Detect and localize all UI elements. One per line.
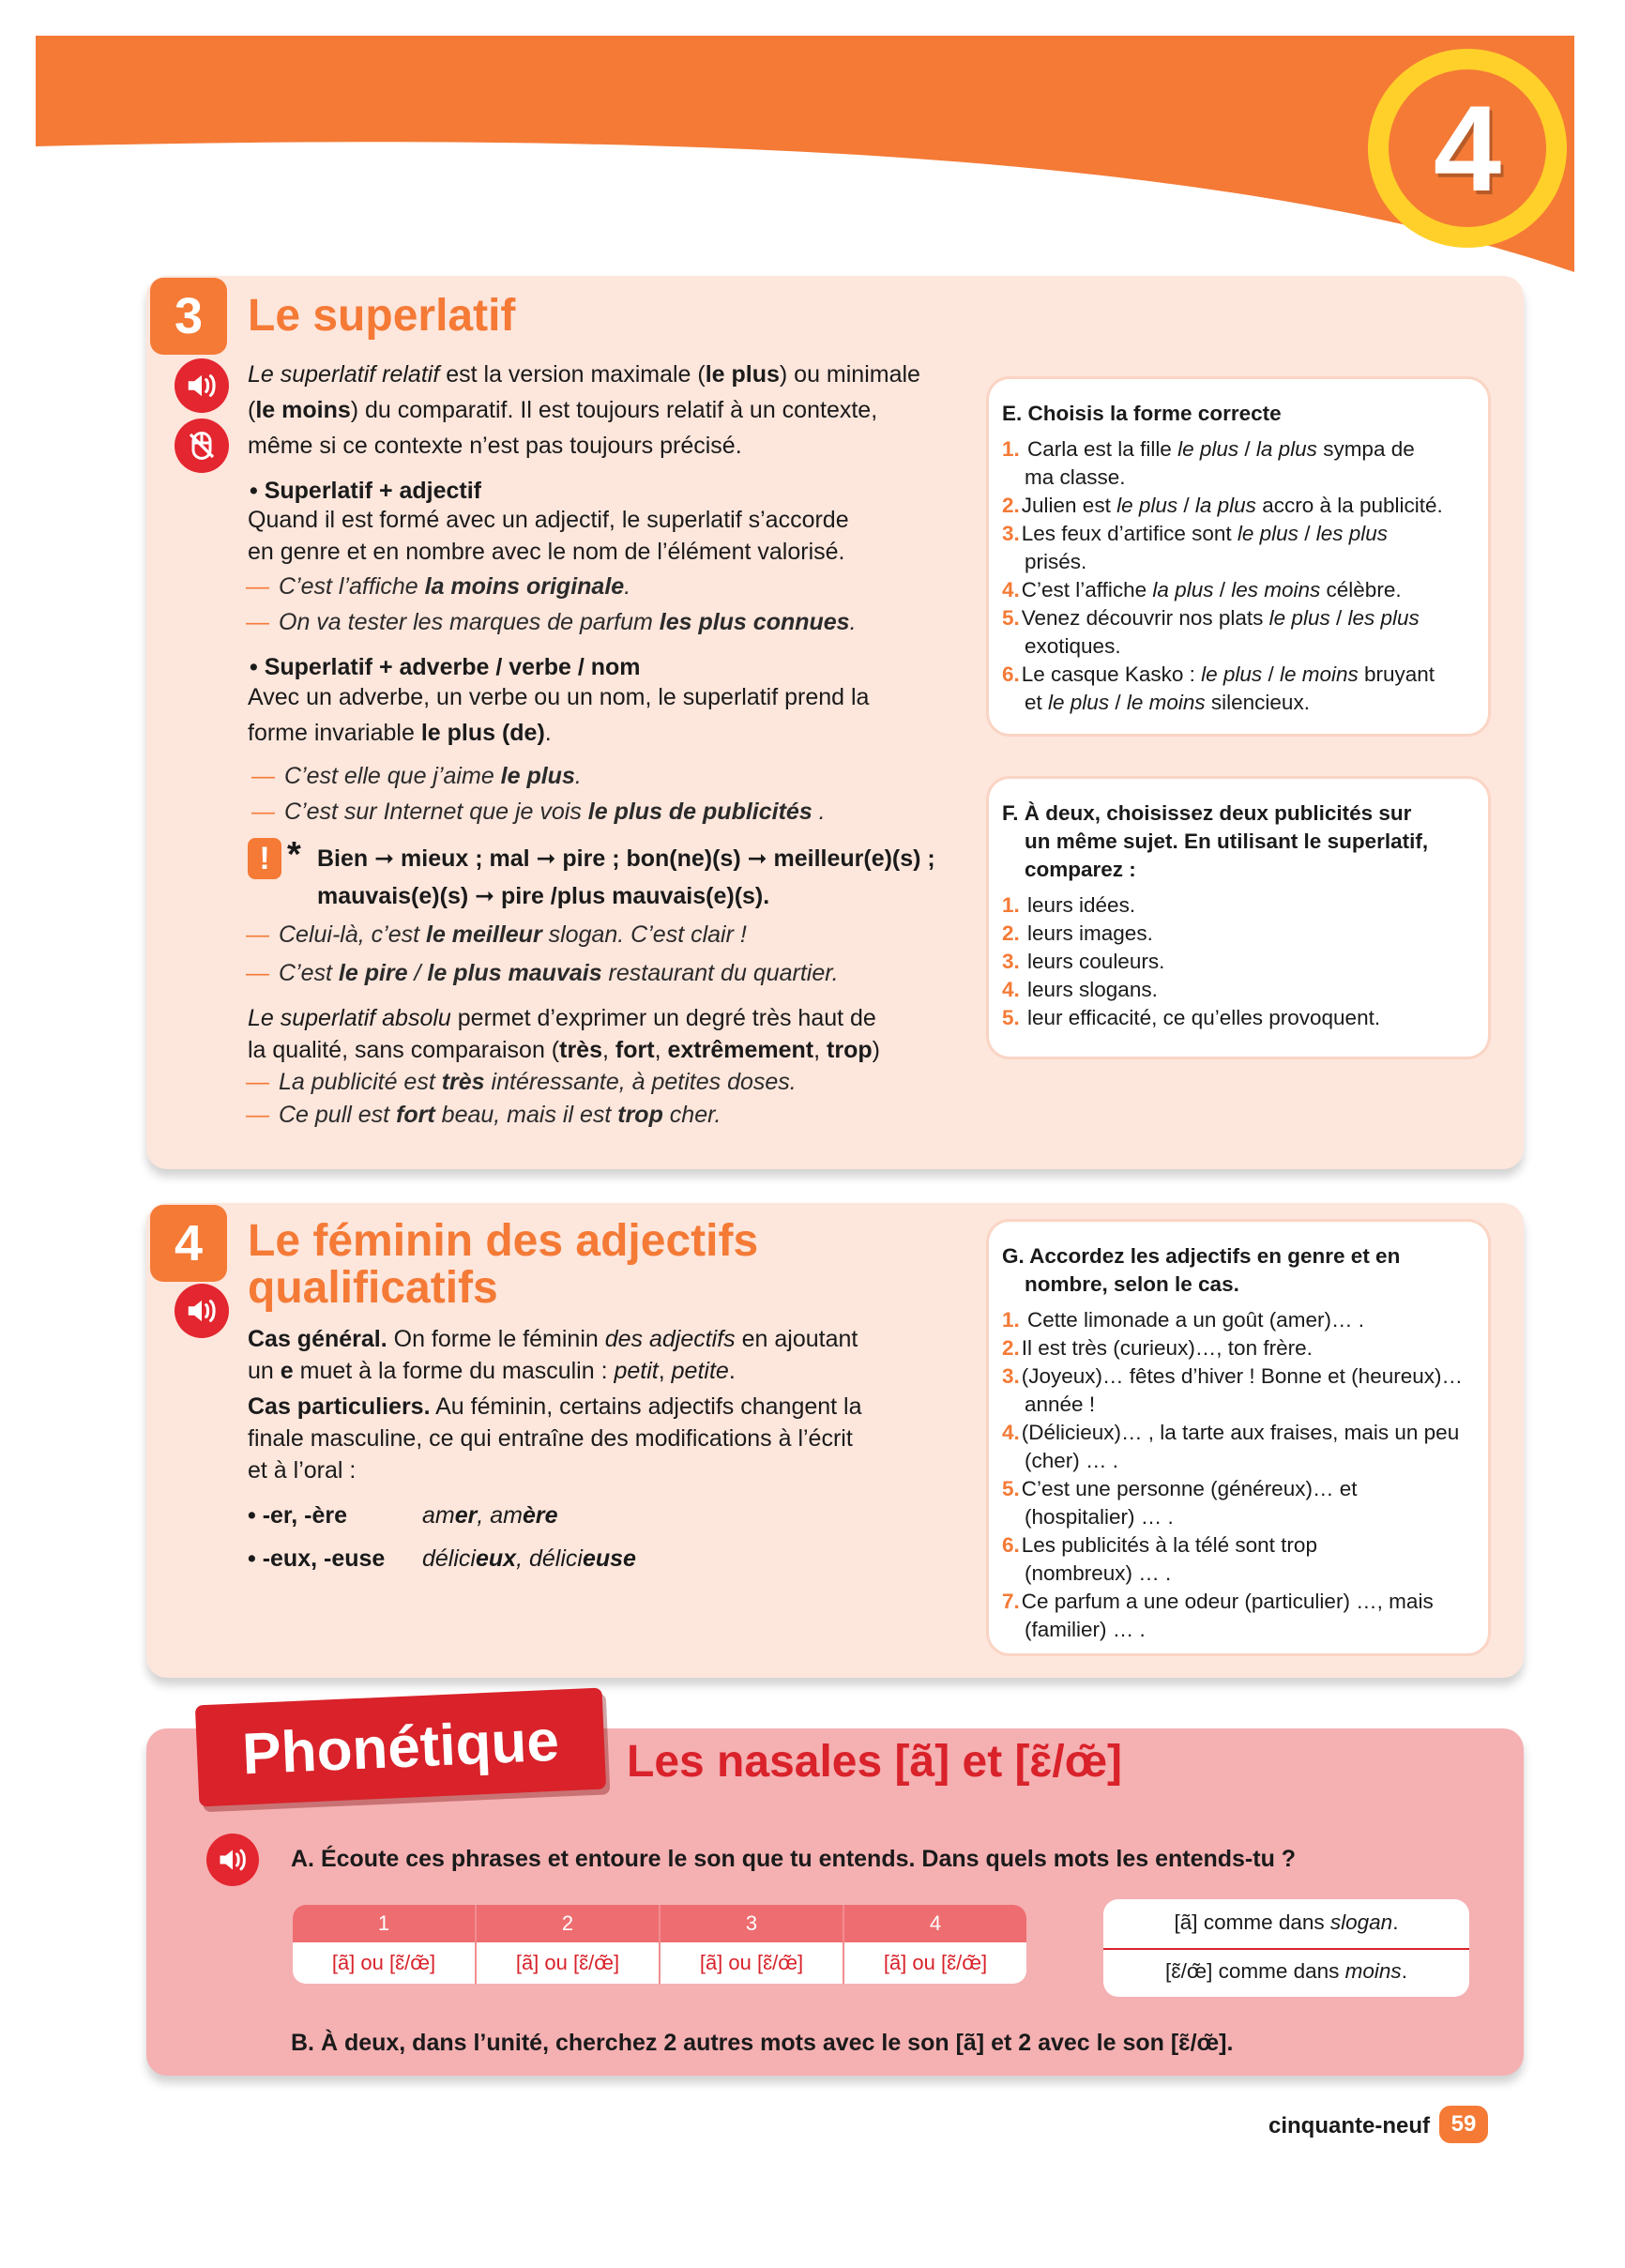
text-run: er — [454, 1502, 478, 1529]
unit-number: 4 — [1433, 80, 1502, 217]
item-number: 3. — [1002, 522, 1020, 545]
exercise-item-continued — [1025, 1616, 1146, 1644]
warning-mark: ! — [259, 840, 270, 876]
text-line — [248, 1002, 980, 1034]
text-run: (Délicieux)… , la tarte aux fraises, mais un peu — [1021, 1421, 1460, 1444]
rule-example — [422, 1545, 636, 1572]
text-run: eux — [475, 1545, 517, 1572]
exercise-title: F. À deux, choisissez deux publicités sur — [1002, 801, 1412, 825]
text-run: , — [602, 1037, 615, 1063]
exercise-item — [1002, 1419, 1459, 1447]
item-number: 6. — [1002, 662, 1020, 686]
exercise-item — [1002, 920, 1153, 948]
reference-box — [1103, 1899, 1469, 1997]
text-run: moins — [1344, 1959, 1402, 1983]
text-run: Cette limonade a un goût (amer)… . — [1021, 1308, 1364, 1332]
text-run: / — [1213, 578, 1232, 601]
text-run: le plus — [1048, 691, 1110, 714]
text-run: le plus (de) — [420, 720, 545, 746]
text-run: forme invariable — [248, 720, 421, 746]
text-run: silencieux. — [1205, 691, 1310, 714]
item-number: 1. — [1002, 437, 1020, 461]
text-run: le plus — [1177, 437, 1239, 461]
rule-label: • -eux, -euse — [248, 1545, 386, 1572]
item-number: 1. — [1002, 1308, 1020, 1332]
reference-divider — [1103, 1948, 1469, 1950]
rule-label: • -er, -ère — [248, 1502, 348, 1529]
instruction-b: B. À deux, dans l’unité, cherchez 2 autres mots avec le son [ã] et 2 avec le son [ɛ̃/œ̃]. — [291, 2030, 1234, 2056]
text-run: . — [544, 720, 552, 746]
item-number: 2. — [1002, 921, 1020, 945]
exercise-item-continued — [1025, 1447, 1118, 1475]
exercise-item — [1002, 948, 1164, 976]
text-run: le plus — [705, 361, 780, 388]
reference-in — [1103, 1959, 1469, 1984]
subheading-superlatif-adjectif: • Superlatif + adjectif — [250, 478, 482, 504]
text-run: le plus — [1116, 494, 1178, 517]
text-run: accro à la publicité. — [1255, 494, 1443, 517]
exercise-item — [1002, 1362, 1463, 1391]
exercise-title: G. Accordez les adjectifs en genre et en — [1002, 1244, 1401, 1268]
dash-marker: — — [246, 573, 269, 600]
cas-particuliers-text — [248, 1391, 980, 1486]
text-run: fort — [396, 1102, 435, 1128]
dash-marker: — — [251, 763, 275, 789]
text-run: les moins — [1231, 578, 1321, 601]
text-run: Julien est — [1021, 494, 1117, 517]
text-run: trop — [827, 1037, 873, 1063]
text-run: prisés. — [1025, 550, 1087, 573]
text-run: est la version maximale ( — [439, 361, 706, 388]
example-line — [246, 569, 978, 604]
text-run: leurs couleurs. — [1021, 950, 1165, 973]
item-number: 6. — [1002, 1533, 1020, 1557]
exercise-item — [1002, 1588, 1434, 1616]
text-run: leurs images. — [1021, 921, 1153, 945]
text-run: Cas général. — [248, 1326, 387, 1352]
exercise-item — [1002, 520, 1388, 548]
page-number: 59 — [1439, 2106, 1488, 2143]
sound-table-column — [293, 1905, 477, 1984]
exercise-title: un même sujet. En utilisant le superlatif, — [1025, 830, 1429, 853]
text-run: petite — [671, 1358, 729, 1384]
text-run: C’est l’affiche — [279, 573, 425, 600]
text-run: extrêmement — [667, 1037, 814, 1063]
text-run: C’est elle que j’aime — [284, 763, 501, 789]
examples-irreguliers — [246, 916, 978, 993]
text-run: et — [1025, 691, 1049, 714]
text-run: année ! — [1025, 1393, 1096, 1416]
exercise-item-continued — [1025, 632, 1121, 661]
item-number: 4. — [1002, 978, 1020, 1001]
exercise-item — [1002, 1334, 1313, 1362]
text-run: / — [1262, 662, 1280, 686]
item-number: 4. — [1002, 578, 1020, 601]
exercise-item — [1002, 604, 1420, 632]
text-run: Ce pull est — [279, 1102, 397, 1128]
exercise-item — [1002, 435, 1415, 464]
text-run: intéressante, à petites doses. — [484, 1069, 797, 1095]
exercise-item-continued — [1025, 1503, 1174, 1531]
text-run: , — [658, 1358, 672, 1384]
text-run: le plus — [1268, 606, 1330, 630]
text-run: leur efficacité, ce qu’elles provoquent. — [1021, 1006, 1381, 1029]
text-run: le plus — [1237, 522, 1298, 545]
text-run: / — [1329, 606, 1348, 630]
exercise-item — [1002, 1306, 1364, 1334]
text-run: euse — [582, 1545, 636, 1572]
exercise-item-continued — [1025, 1391, 1095, 1419]
text-run: le plus mauvais — [427, 960, 602, 986]
text-run: Au féminin, certains adjectifs changent la — [430, 1393, 862, 1420]
exercise-item-continued — [1025, 1560, 1171, 1588]
text-run: Il est très (curieux)…, ton frère. — [1021, 1336, 1313, 1360]
text-run: le plus de publicités — [587, 799, 812, 825]
exercise-item-continued — [1025, 548, 1086, 576]
text-run: la plus — [1255, 437, 1317, 461]
sound-choice[interactable]: [ã] ou [ɛ̃/œ̃] — [515, 1951, 620, 1974]
text-run: ( — [248, 397, 256, 423]
text-run: le moins — [255, 397, 351, 423]
text-run: en ajoutant — [735, 1326, 858, 1352]
text-run: ) du comparatif. Il est toujours relatif à un contexte, — [350, 397, 878, 423]
example-line — [246, 954, 978, 993]
phonetique-tag — [195, 1688, 606, 1807]
sound-choice[interactable]: [ã] ou [ɛ̃/œ̃] — [331, 1951, 436, 1974]
exercise-item-continued — [1025, 689, 1310, 717]
item-number: 2. — [1002, 494, 1020, 517]
section3-intro — [248, 357, 970, 464]
dash-marker: — — [246, 960, 269, 986]
unit-badge — [1368, 49, 1567, 248]
dash-marker: — — [246, 1069, 269, 1095]
text-run: . — [812, 799, 826, 825]
text-run: le moins — [1126, 691, 1206, 714]
text-run: la plus — [1152, 578, 1214, 601]
audio-icon[interactable] — [175, 1284, 229, 1338]
example-line — [251, 794, 983, 830]
text-run: cher. — [662, 1102, 721, 1128]
reference-an — [1103, 1910, 1469, 1935]
text-run: . — [849, 609, 857, 635]
example-line — [246, 604, 978, 640]
item-number: 1. — [1002, 893, 1020, 917]
text-run: (Joyeux)… fêtes d’hiver ! Bonne et (heureux)… — [1021, 1364, 1463, 1388]
text-run: e — [280, 1358, 294, 1384]
exercise-item-continued — [1025, 464, 1126, 492]
text-line — [248, 392, 970, 428]
text-run: leurs idées. — [1021, 893, 1136, 917]
text-run: célèbre. — [1320, 578, 1402, 601]
text-run: fort — [615, 1037, 655, 1063]
cas-general-text — [248, 1323, 980, 1387]
text-run: muet à la forme du masculin : — [293, 1358, 615, 1384]
text-run: ) ou minimale — [779, 361, 920, 388]
text-run: un — [248, 1358, 281, 1384]
text-line — [248, 715, 980, 751]
item-number: 5. — [1002, 606, 1020, 630]
text-line — [248, 1323, 980, 1355]
text-run: les plus connues — [659, 609, 850, 635]
text-run: ma classe. — [1025, 465, 1126, 489]
text-line — [248, 1423, 980, 1454]
exercise-item — [1002, 1531, 1317, 1560]
item-number: 7. — [1002, 1590, 1020, 1613]
exercise-title: comparez : — [1025, 858, 1136, 881]
column-header: 1 — [293, 1905, 475, 1942]
text-line — [248, 1454, 980, 1486]
sound-table-column — [661, 1905, 844, 1984]
section4-title-line1: Le féminin des adjectifs — [248, 1216, 759, 1266]
text-line — [248, 1355, 980, 1387]
text-run: (familier) … . — [1025, 1618, 1146, 1641]
text-run: permet d’exprimer un degré très haut de — [450, 1005, 876, 1031]
text-line — [248, 357, 970, 392]
text-run: restaurant du quartier. — [601, 960, 839, 986]
section4-number: 4 — [150, 1205, 227, 1282]
text-run: am — [422, 1502, 455, 1529]
example-line — [246, 916, 978, 954]
text-run: . — [1392, 1910, 1399, 1934]
text-run: finale masculine, ce qui entraîne des modifications à l’écrit — [248, 1425, 853, 1452]
text-run: Carla est la fille — [1021, 437, 1178, 461]
text-run: (nombreux) … . — [1025, 1561, 1172, 1585]
text-run: C’est sur Internet que je vois — [284, 799, 588, 825]
sound-choice[interactable]: [ã] ou [ɛ̃/œ̃] — [883, 1951, 988, 1974]
sound-table-column — [844, 1905, 1026, 1984]
exercise-item — [1002, 1475, 1357, 1503]
text-run: délici — [422, 1545, 476, 1572]
superlatif-adjectif-text-1: Quand il est formé avec un adjectif, le superlatif s’accorde — [248, 507, 849, 533]
text-run: ) — [872, 1037, 880, 1063]
superlatif-adverbe-text — [248, 679, 980, 751]
text-run: Avec un adverbe, un verbe ou un nom, le superlatif prend la — [248, 684, 870, 710]
sound-table — [293, 1905, 1026, 1984]
exercise-item — [1002, 492, 1443, 520]
text-run: exotiques. — [1025, 634, 1121, 658]
text-run: La publicité est — [279, 1069, 442, 1095]
text-run: bruyant — [1358, 662, 1435, 686]
text-run: (cher) … . — [1025, 1449, 1119, 1472]
exercise-item — [1002, 1004, 1380, 1032]
text-run: très — [559, 1037, 602, 1063]
rule-example — [422, 1502, 558, 1529]
dash-marker: — — [251, 799, 275, 825]
item-number: 3. — [1002, 950, 1020, 973]
dash-marker: — — [246, 609, 269, 635]
page-number-text: cinquante-neuf — [1268, 2113, 1430, 2139]
exercise-item — [1002, 891, 1135, 920]
text-run: la qualité, sans comparaison ( — [248, 1037, 560, 1063]
text-run: Le superlatif absolu — [248, 1005, 451, 1031]
text-run: Les publicités à la télé sont trop — [1021, 1533, 1317, 1557]
examples-adjectif — [246, 569, 978, 640]
text-run: , — [654, 1037, 668, 1063]
text-run: (hospitalier) … . — [1025, 1505, 1174, 1529]
text-run: [ã] comme dans — [1174, 1910, 1330, 1934]
text-run: . — [574, 763, 582, 789]
text-run: les plus — [1315, 522, 1388, 545]
text-run: . — [728, 1358, 736, 1384]
text-run: le pire — [338, 960, 408, 986]
example-line — [246, 1066, 978, 1099]
text-run: , — [813, 1037, 828, 1063]
text-line — [248, 679, 980, 715]
text-run: la plus — [1194, 494, 1256, 517]
text-run: / — [407, 960, 428, 986]
section4-title-line2: qualificatifs — [248, 1263, 498, 1313]
text-run: beau, mais il est — [434, 1102, 618, 1128]
text-run: Celui-là, c’est — [279, 921, 426, 948]
text-run: leurs slogans. — [1021, 978, 1158, 1001]
example-line — [246, 1099, 978, 1132]
audio-icon[interactable] — [206, 1834, 259, 1886]
example-line — [251, 758, 983, 794]
text-run: même si ce contexte n’est pas toujours précisé. — [248, 433, 742, 459]
text-run: slogan. C’est clair ! — [541, 921, 747, 948]
examples-adverbe — [251, 758, 983, 830]
feminine-rule — [248, 1498, 980, 1533]
text-run: Cas particuliers. — [248, 1393, 431, 1420]
audio-icon[interactable] — [175, 358, 229, 413]
text-run: la moins originale — [424, 573, 625, 600]
text-line — [248, 428, 970, 464]
text-run: On va tester les marques de parfum — [279, 609, 660, 635]
exercise-item — [1002, 976, 1158, 1004]
text-run: , délici — [516, 1545, 583, 1572]
sound-table-column — [477, 1905, 661, 1984]
text-run: C’est une personne (généreux)… et — [1021, 1477, 1358, 1500]
text-run: slogan — [1329, 1910, 1393, 1934]
item-number: 3. — [1002, 1364, 1020, 1388]
text-run: / — [1298, 522, 1316, 545]
text-run: Le casque Kasko : — [1021, 662, 1202, 686]
text-line — [248, 1391, 980, 1423]
column-header: 2 — [477, 1905, 659, 1942]
text-run: [ɛ̃/œ̃] comme dans — [1165, 1959, 1345, 1983]
exercise-title: nombre, selon le cas. — [1025, 1272, 1239, 1296]
mouse-icon[interactable] — [175, 419, 229, 473]
text-run: . — [1401, 1959, 1407, 1983]
text-run: Venez découvrir nos plats — [1021, 606, 1269, 630]
feminine-rule — [248, 1541, 980, 1576]
item-number: 2. — [1002, 1336, 1020, 1360]
text-run: On forme le féminin — [387, 1326, 605, 1352]
exercise-item — [1002, 576, 1402, 604]
warning-icon — [248, 838, 281, 879]
text-line — [248, 1034, 980, 1066]
text-run: Ce parfum a une odeur (particulier) …, mais — [1021, 1590, 1434, 1613]
text-run: C’est l’affiche — [1021, 578, 1153, 601]
superlatif-absolu-text — [248, 1002, 980, 1066]
column-header: 3 — [661, 1905, 843, 1942]
phonetique-title: Les nasales [ã] et [ɛ̃/œ̃] — [627, 1737, 1122, 1787]
section3-number: 3 — [150, 278, 227, 355]
text-run: / — [1177, 494, 1195, 517]
warning-star: * — [287, 835, 301, 875]
text-run: le meilleur — [426, 921, 542, 948]
instruction-a: A. Écoute ces phrases et entoure le son que tu entends. Dans quels mots les entends-tu ? — [291, 1846, 1297, 1872]
section3-title: Le superlatif — [248, 291, 516, 341]
item-number: 4. — [1002, 1421, 1020, 1444]
item-number: 5. — [1002, 1477, 1020, 1500]
phonetique-tag-label: Phonétique — [240, 1708, 561, 1787]
text-run: ère — [523, 1502, 558, 1529]
text-run: le moins — [1279, 662, 1359, 686]
text-run: , am — [477, 1502, 523, 1529]
item-number: 5. — [1002, 1006, 1020, 1029]
text-run: Les feux d’artifice sont — [1021, 522, 1238, 545]
text-run: / — [1238, 437, 1256, 461]
warning-line-2: mauvais(e)(s) ➞ pire /plus mauvais(e)(s). — [317, 883, 770, 909]
exercise-title: E. Choisis la forme correcte — [1002, 402, 1282, 425]
text-run: . — [624, 573, 631, 600]
text-run: et à l’oral : — [248, 1457, 357, 1484]
subheading-superlatif-adverbe: • Superlatif + adverbe / verbe / nom — [250, 654, 641, 680]
superlatif-adjectif-text-2: en genre et en nombre avec le nom de l’élément valorisé. — [248, 539, 845, 565]
text-run: très — [441, 1069, 485, 1095]
exercise-item — [1002, 661, 1435, 689]
text-run: / — [1109, 691, 1127, 714]
column-header: 4 — [844, 1905, 1026, 1942]
text-run: le plus — [500, 763, 575, 789]
text-run: sympa de — [1316, 437, 1415, 461]
dash-marker: — — [246, 921, 269, 948]
sound-choice[interactable]: [ã] ou [ɛ̃/œ̃] — [699, 1951, 804, 1974]
text-run: les plus — [1347, 606, 1420, 630]
text-run: petit — [614, 1358, 659, 1384]
text-run: Le superlatif relatif — [248, 361, 440, 388]
warning-line-1: Bien ➞ mieux ; mal ➞ pire ; bon(ne)(s) ➞ meilleur(e)(s) ; — [317, 845, 935, 872]
text-run: C’est — [279, 960, 339, 986]
text-run: le plus — [1201, 662, 1263, 686]
text-run: trop — [617, 1102, 663, 1128]
text-run: des adjectifs — [604, 1326, 736, 1352]
dash-marker: — — [246, 1102, 269, 1128]
examples-absolu — [246, 1066, 978, 1132]
